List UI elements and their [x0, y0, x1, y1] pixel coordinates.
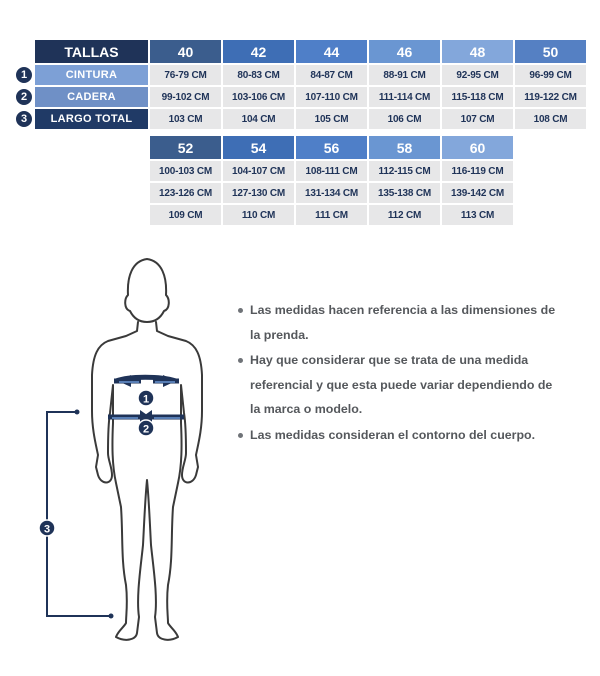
- cell-54-largo: 110 CM: [223, 205, 294, 225]
- hip-measure: [108, 410, 184, 436]
- cell-48-cintura: 92-95 CM: [442, 65, 513, 85]
- note-item: Hay que considerar que se trata de una medida referencial y que esta puede variar dependiendo de la marca o modelo.: [238, 348, 560, 422]
- cell-56-cadera: 131-134 CM: [296, 183, 367, 203]
- row-label-1: CINTURA: [35, 65, 148, 85]
- size-header-44: 44: [296, 40, 367, 63]
- marker-3: 3: [43, 523, 51, 536]
- cell-46-cintura: 88-91 CM: [369, 65, 440, 85]
- cell-58-largo: 112 CM: [369, 205, 440, 225]
- waist-measure: [114, 375, 179, 406]
- row-label-2: CADERA: [35, 87, 148, 107]
- size-header-46: 46: [369, 40, 440, 63]
- size-header-50: 50: [515, 40, 586, 63]
- cell-48-cadera: 115-118 CM: [442, 87, 513, 107]
- body-outline: [92, 259, 202, 640]
- size-header-52: 52: [150, 136, 221, 159]
- cell-40-cintura: 76-79 CM: [150, 65, 221, 85]
- cell-50-cadera: 119-122 CM: [515, 87, 586, 107]
- note-item: Las medidas consideran el contorno del cuerpo.: [238, 423, 560, 448]
- marker-2: 2: [142, 423, 150, 436]
- cell-40-cadera: 99-102 CM: [150, 87, 221, 107]
- row-number-badge: 3: [14, 109, 34, 129]
- cell-60-largo: 113 CM: [442, 205, 513, 225]
- row-number-badge: 1: [14, 65, 34, 85]
- cell-44-largo: 105 CM: [296, 109, 367, 129]
- size-header-48: 48: [442, 40, 513, 63]
- size-header-58: 58: [369, 136, 440, 159]
- body-figure: [0, 245, 600, 665]
- cell-60-cintura: 116-119 CM: [442, 161, 513, 181]
- length-measure: [39, 410, 114, 619]
- cell-50-cintura: 96-99 CM: [515, 65, 586, 85]
- size-header-42: 42: [223, 40, 294, 63]
- cell-58-cadera: 135-138 CM: [369, 183, 440, 203]
- cell-40-largo: 103 CM: [150, 109, 221, 129]
- size-header-54: 54: [223, 136, 294, 159]
- tallas-header: TALLAS: [35, 40, 148, 63]
- note-item: Las medidas hacen referencia a las dimensiones de la prenda.: [238, 298, 560, 347]
- size-header-40: 40: [150, 40, 221, 63]
- cell-54-cintura: 104-107 CM: [223, 161, 294, 181]
- cell-44-cadera: 107-110 CM: [296, 87, 367, 107]
- cell-52-cadera: 123-126 CM: [150, 183, 221, 203]
- cell-52-cintura: 100-103 CM: [150, 161, 221, 181]
- cell-42-largo: 104 CM: [223, 109, 294, 129]
- cell-52-largo: 109 CM: [150, 205, 221, 225]
- row-number-badge: 2: [14, 87, 34, 107]
- cell-50-largo: 108 CM: [515, 109, 586, 129]
- size-header-60: 60: [442, 136, 513, 159]
- cell-58-cintura: 112-115 CM: [369, 161, 440, 181]
- cell-46-largo: 106 CM: [369, 109, 440, 129]
- cell-42-cadera: 103-106 CM: [223, 87, 294, 107]
- cell-60-cadera: 139-142 CM: [442, 183, 513, 203]
- cell-44-cintura: 84-87 CM: [296, 65, 367, 85]
- cell-56-cintura: 108-111 CM: [296, 161, 367, 181]
- cell-46-cadera: 111-114 CM: [369, 87, 440, 107]
- cell-54-cadera: 127-130 CM: [223, 183, 294, 203]
- row-label-3: LARGO TOTAL: [35, 109, 148, 129]
- size-header-56: 56: [296, 136, 367, 159]
- cell-42-cintura: 80-83 CM: [223, 65, 294, 85]
- marker-1: 1: [142, 393, 150, 406]
- cell-48-largo: 107 CM: [442, 109, 513, 129]
- cell-56-largo: 111 CM: [296, 205, 367, 225]
